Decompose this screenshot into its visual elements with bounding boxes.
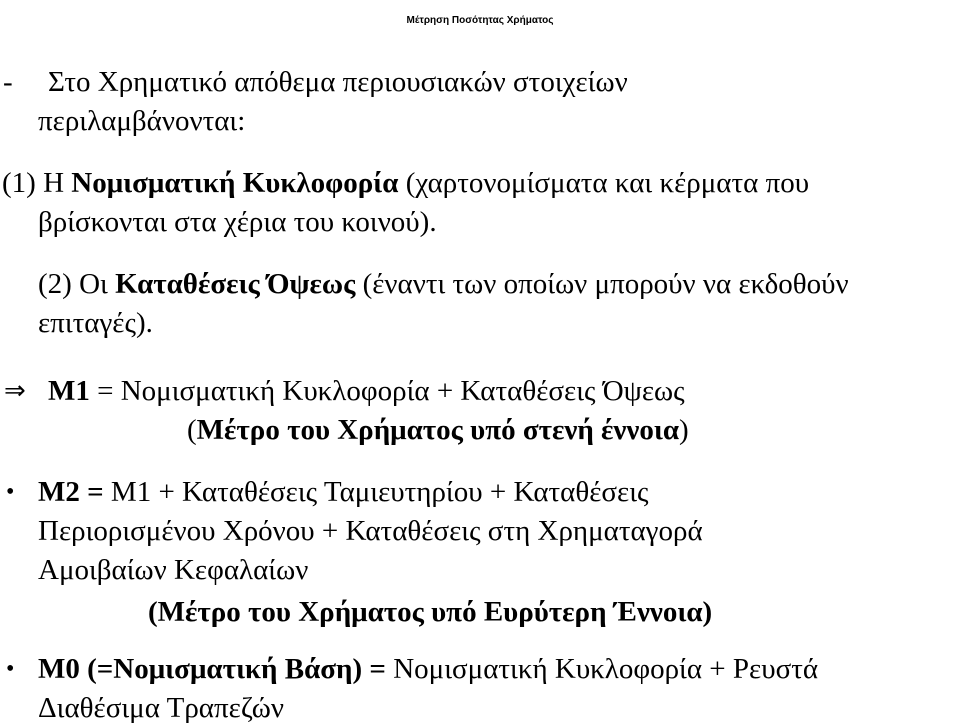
m2-formula: Μ1 + Καταθέσεις Ταμιευτηρίου + Καταθέσεις bbox=[103, 476, 649, 508]
item-2-term: Καταθέσεις Όψεως bbox=[115, 268, 356, 300]
m2-line-2: Περιορισμένου Χρόνου + Καταθέσεις στη Χρηματαγορά bbox=[38, 515, 703, 547]
implies-arrow-icon: ⇒ bbox=[4, 376, 26, 406]
m2-note bbox=[148, 594, 712, 630]
item-1-line-1 bbox=[2, 165, 809, 201]
m2-bullet-icon: • bbox=[6, 479, 15, 505]
m1-formula: = Νομισματική Κυκλοφορία + Καταθέσεις Όψεως bbox=[89, 375, 685, 407]
intro-line-2: περιλαμβάνονται: bbox=[38, 105, 246, 137]
item-2-line-2: επιταγές). bbox=[38, 307, 153, 339]
dash-marker: - bbox=[3, 66, 13, 98]
m1-note bbox=[187, 412, 689, 448]
item-1-rest: (χαρτονομίσματα και κέρματα που bbox=[398, 167, 810, 199]
m2-note-text: (Μέτρο του Χρήματος υπό Ευρύτερη Έννοια) bbox=[148, 596, 713, 628]
m0-line-2: Διαθέσιμα Τραπεζών bbox=[38, 692, 284, 724]
item-1-term: Νομισματική Κυκλοφορία bbox=[71, 167, 399, 199]
item-2-prefix: (2) Οι bbox=[38, 268, 116, 300]
item-1-prefix: (1) Η bbox=[2, 167, 72, 199]
item-2-rest: (έναντι των οποίων μπορούν να εκδοθούν bbox=[355, 268, 849, 300]
item-1-line-2: βρίσκονται στα χέρια του κοινού). bbox=[38, 206, 437, 238]
m2-line-3: Αμοιβαίων Κεφαλαίων bbox=[38, 554, 309, 586]
page-title: Μέτρηση Ποσότητας Χρήματος bbox=[406, 15, 554, 26]
m0-label: Μ0 (=Νομισματική Βάση) = bbox=[38, 653, 386, 685]
m1-definition bbox=[48, 373, 685, 409]
m0-line-1 bbox=[38, 651, 818, 687]
m0-bullet-icon: • bbox=[6, 656, 15, 682]
m2-line-1 bbox=[38, 474, 649, 510]
m1-label: Μ1 bbox=[48, 375, 90, 407]
m2-label: Μ2 = bbox=[38, 476, 104, 508]
item-2-line-1 bbox=[38, 266, 849, 302]
m1-note-open: ( bbox=[187, 414, 197, 446]
intro-line-1: Στο Χρηματικό απόθεμα περιουσιακών στοιχείων bbox=[48, 66, 628, 98]
m1-note-close: ) bbox=[679, 414, 689, 446]
m1-note-text: Μέτρο του Χρήματος υπό στενή έννοια bbox=[196, 414, 680, 446]
m0-formula: Νομισματική Κυκλοφορία + Ρευστά bbox=[385, 653, 819, 685]
